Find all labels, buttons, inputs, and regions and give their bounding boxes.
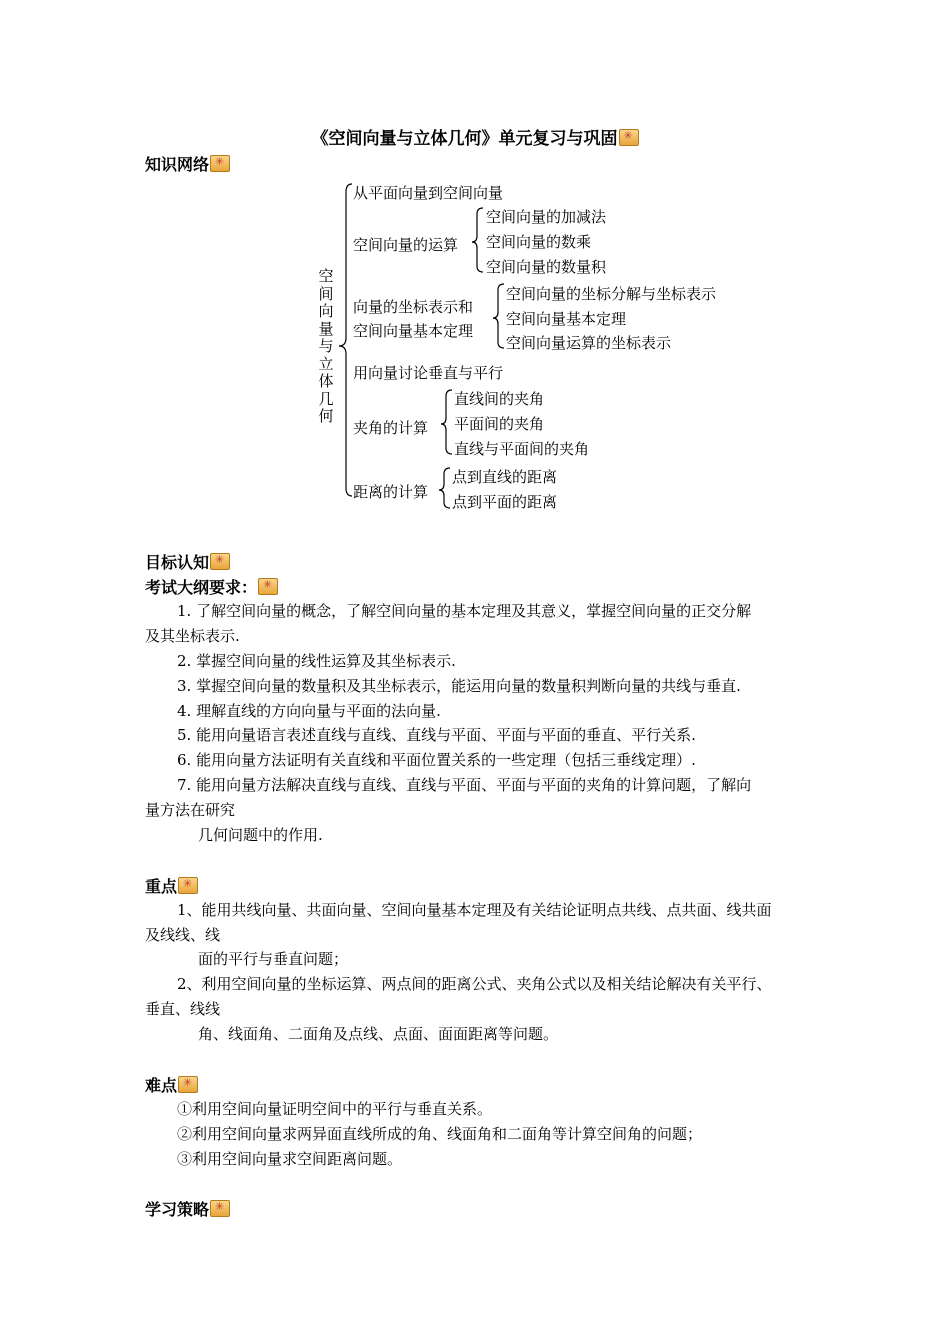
list-item: 及其坐标表示. — [145, 627, 240, 645]
list-item: ①利用空间向量证明空间中的平行与垂直关系。 — [177, 1100, 493, 1118]
list-item: 5. 能用向量语言表述直线与直线、直线与平面、平面与平面的垂直、平行关系. — [177, 726, 696, 744]
brace-coordinates — [493, 284, 504, 348]
section-heading-goal — [145, 550, 230, 573]
list-item: 1、能用共线向量、共面向量、空间向量基本定理及有关结论证明点共线、点共面、线共面 — [177, 901, 772, 919]
list-item: 面的平行与垂直问题； — [198, 950, 349, 968]
list-item: ②利用空间向量求两异面直线所成的角、线面角和二面角等计算空间角的问题； — [177, 1125, 703, 1143]
list-item: 垂直、线线 — [145, 1000, 221, 1018]
folder-icon — [178, 877, 198, 894]
tree-leaf: 直线与平面间的夹角 — [454, 440, 590, 458]
tree-leaf: 空间向量的加减法 — [486, 208, 607, 226]
section-heading-goal-text: 目标认知 — [145, 553, 210, 572]
list-item: ③利用空间向量求空间距离问题。 — [177, 1150, 403, 1168]
list-item: 7. 能用向量方法解决直线与直线、直线与平面、平面与平面的夹角的计算问题，了解向 — [177, 776, 752, 794]
section-heading-strategy — [145, 1197, 230, 1220]
list-item: 1. 了解空间向量的概念，了解空间向量的基本定理及其意义，掌握空间向量的正交分解 — [177, 602, 752, 620]
list-item: 几何问题中的作用. — [198, 826, 323, 844]
section-heading-strategy-text: 学习策略 — [145, 1200, 210, 1219]
tree-leaf: 空间向量的数量积 — [486, 258, 607, 276]
folder-icon — [178, 1076, 198, 1093]
section-heading-difficult-text: 难点 — [145, 1076, 178, 1095]
tree-leaf: 点到平面的距离 — [452, 493, 558, 511]
tree-branch-1: 从平面向量到空间向量 — [353, 184, 504, 202]
section-heading-key-text: 重点 — [145, 877, 178, 896]
list-item: 及线线、线 — [145, 926, 221, 944]
list-item: 角、线面角、二面角及点线、点面、面面距离等问题。 — [198, 1025, 559, 1043]
list-item: 量方法在研究 — [145, 801, 236, 819]
tree-leaf: 平面间的夹角 — [454, 415, 545, 433]
tree-branch-2: 空间向量的运算 — [353, 236, 459, 254]
tree-leaf: 直线间的夹角 — [454, 390, 545, 408]
folder-icon — [210, 553, 230, 570]
folder-icon — [258, 578, 278, 595]
brace-angles — [441, 390, 452, 454]
tree-branch-5: 夹角的计算 — [353, 419, 429, 437]
tree-leaf: 空间向量的数乘 — [486, 233, 592, 251]
tree-root-label: 空间向量与立体几何 — [318, 267, 334, 425]
list-item: 3. 掌握空间向量的数量积及其坐标表示，能运用向量的数量积判断向量的共线与垂直. — [177, 677, 741, 695]
folder-icon — [210, 1200, 230, 1217]
page-title-text: 《空间向量与立体几何》单元复习与巩固 — [311, 129, 618, 149]
section-heading-syllabus — [145, 575, 278, 598]
main-brace — [339, 184, 352, 496]
brace-operations — [472, 208, 483, 272]
brace-distance — [439, 468, 450, 508]
tree-leaf: 空间向量的坐标分解与坐标表示 — [506, 285, 717, 303]
section-heading-key — [145, 874, 198, 897]
tree-branch-3-line2: 空间向量基本定理 — [353, 322, 474, 340]
section-heading-network-text: 知识网络 — [145, 155, 210, 174]
list-item: 6. 能用向量方法证明有关直线和平面位置关系的一些定理（包括三垂线定理）. — [177, 751, 696, 769]
tree-branch-3-line1: 向量的坐标表示和 — [353, 298, 474, 316]
list-item: 4. 理解直线的方向向量与平面的法向量. — [177, 702, 441, 720]
tree-leaf: 空间向量运算的坐标表示 — [506, 334, 672, 352]
list-item: 2. 掌握空间向量的线性运算及其坐标表示. — [177, 652, 456, 670]
section-heading-difficult — [145, 1073, 198, 1096]
tree-branch-6: 距离的计算 — [353, 483, 429, 501]
tree-branch-4: 用向量讨论垂直与平行 — [353, 364, 504, 382]
tree-leaf: 点到直线的距离 — [452, 468, 558, 486]
section-heading-syllabus-text: 考试大纲要求： — [145, 578, 258, 597]
tree-leaf: 空间向量基本定理 — [506, 310, 627, 328]
list-item: 2、利用空间向量的坐标运算、两点间的距离公式、夹角公式以及相关结论解决有关平行、 — [177, 975, 772, 993]
